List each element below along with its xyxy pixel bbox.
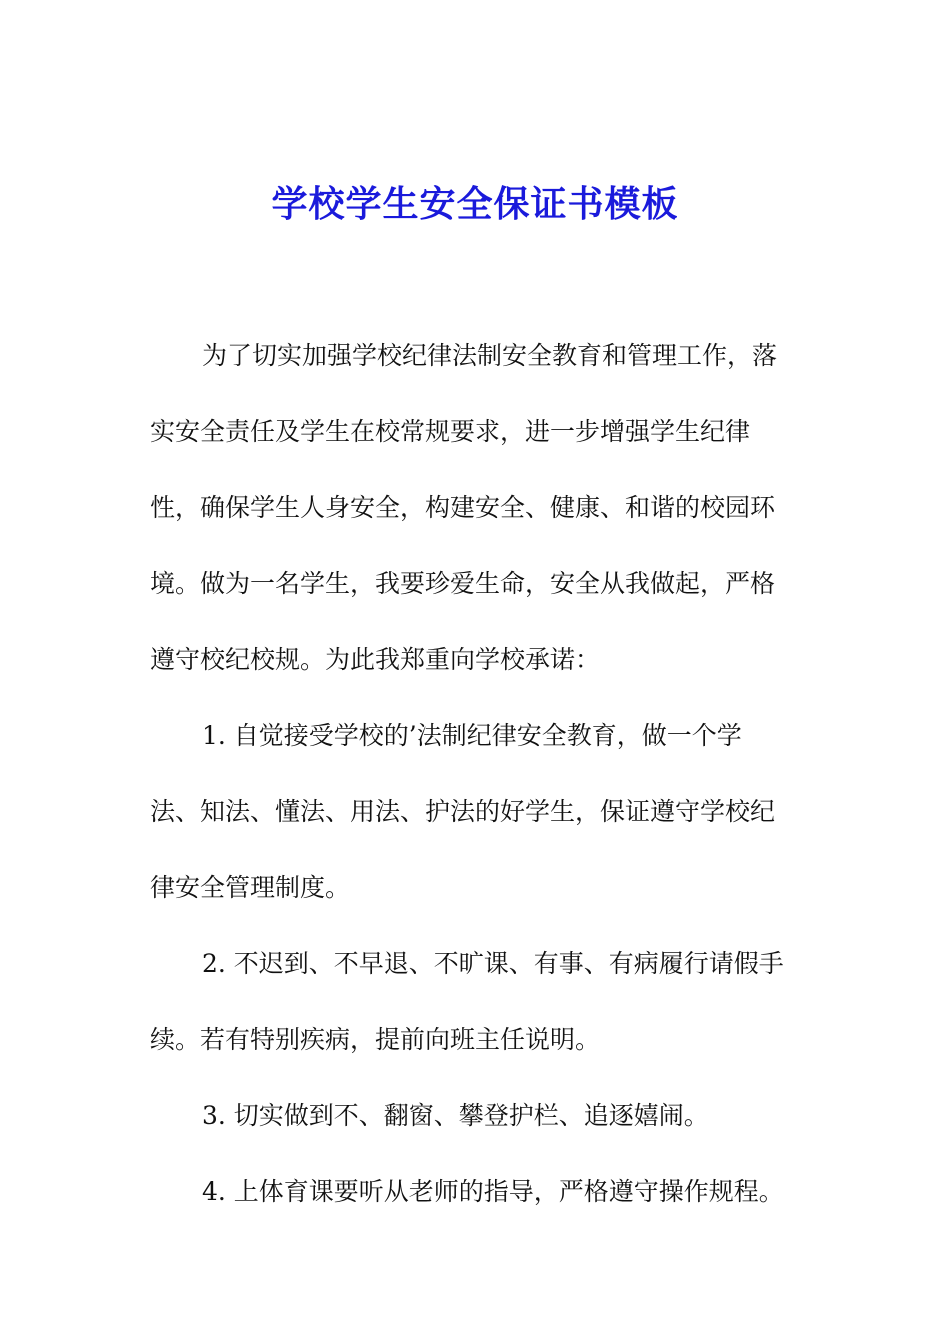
text-line: 续。若有特别疾病，提前向班主任说明。 (150, 1025, 601, 1054)
text-line: 律安全管理制度。 (150, 873, 351, 902)
text-line: 4. 上体育课要听从老师的指导，严格遵守操作规程。 (202, 1177, 784, 1206)
document-title: 学校学生安全保证书模板 (271, 183, 679, 225)
paragraph-item-1 (150, 698, 810, 926)
text-line: 1. 自觉接受学校的’法制纪律安全教育，做一个学 (202, 721, 742, 750)
text-line: 2. 不迟到、不早退、不旷课、有事、有病履行请假手 (202, 949, 784, 978)
text-line: 为了切实加强学校纪律法制安全教育和管理工作，落 (202, 341, 778, 370)
text-line: 境。做为一名学生，我要珍爱生命，安全从我做起，严格 (150, 569, 776, 598)
text-line: 性，确保学生人身安全，构建安全、健康、和谐的校园环 (150, 493, 776, 522)
text-line: 实安全责任及学生在校常规要求，进一步增强学生纪律 (150, 417, 751, 446)
paragraph-intro (150, 318, 810, 698)
paragraph-item-3 (150, 1078, 810, 1154)
document-body (150, 318, 810, 1230)
paragraph-item-2 (150, 926, 810, 1078)
paragraph-item-4 (150, 1154, 810, 1230)
text-line: 法、知法、懂法、用法、护法的好学生，保证遵守学校纪 (150, 797, 776, 826)
text-line: 3. 切实做到不、翻窗、攀登护栏、追逐嬉闹。 (202, 1101, 709, 1130)
text-line: 遵守校纪校规。为此我郑重向学校承诺： (150, 645, 601, 674)
